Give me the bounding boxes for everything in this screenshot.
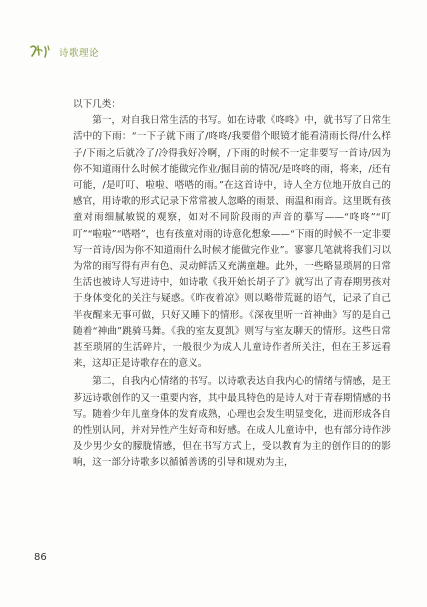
page-body	[73, 97, 391, 472]
section-title: 诗歌理论	[59, 48, 100, 59]
calligraphy-logo-icon	[29, 43, 53, 61]
page-number: 86	[34, 552, 47, 563]
intro-line: 以下几类：	[73, 99, 121, 110]
paragraph-daily-life: 第一，对自我日常生活的书写。如在诗歌《咚咚》中，就书写了日常生活中的下雨：“一下子就下雨了/咚咚/我要借个眼镜才能看清雨长得/什么样子/下雨之后就冷了/冷得我好冷啊，/下雨的时候不一定非要写一首诗/因为你不知道雨什么时候才能做完作业/掘目前的情况/是咚咚的雨，将来，/还有可能，/是叮叮、啦啦、嗒嗒的雨。”在这首诗中，诗人全方位地开放自己的感官，用诗歌的形式记录下常常被人忽略的雨景、雨温和雨音。这里既有孩童对雨细腻敏锐的观察，如对不同阶段雨的声音的摹写——“咚咚”“叮叮”“啦啦”“嗒嗒”，也有孩童对雨的诗意化想象——“下雨的时候不一定非要写一首诗/因为你不知道雨什么时候才能做完作业”。寥寥几笔就将我们习以为常的雨写得有声有色、灵动鲜活又充满童趣。此外，一些略显琐屑的日常生活也被诗人写进诗中，如诗歌《我开始长胡子了》就写出了青春期男孩对于身体变化的关注与疑惑。《昨夜着凉》则以略带荒诞的语气，记录了自己半夜醒来无事可做，只好又睡下的情形。《深夜里听一首神曲》写的是自己随着“神曲”跳骑马舞。《我的室友夏凯》则写与室友聊天的情形。这些日常甚至琐屑的生活碎片，一般很少为成人儿童诗作者所关注，但在王芗远看来，这却正是诗歌存在的意义。	[73, 115, 391, 370]
page-header	[29, 42, 99, 62]
paragraph-inner-emotion: 第二，自我内心情绪的书写。以诗歌表达自我内心的情绪与情感，是王芗远诗歌创作的又一重要内容，其中最具特色的是诗人对于青春期情感的书写。随着少年儿童身体的发育成熟，心理也会发生明显变化，进而形成各自的性别认同，并对异性产生好奇和好感。在成人儿童诗中，也有部分诗作涉及少男少女的朦胧情感，但在书写方式上，受以教育为主的创作目的的影响，这一部分诗歌多以循循善诱的引导和规劝为主，	[73, 376, 391, 469]
